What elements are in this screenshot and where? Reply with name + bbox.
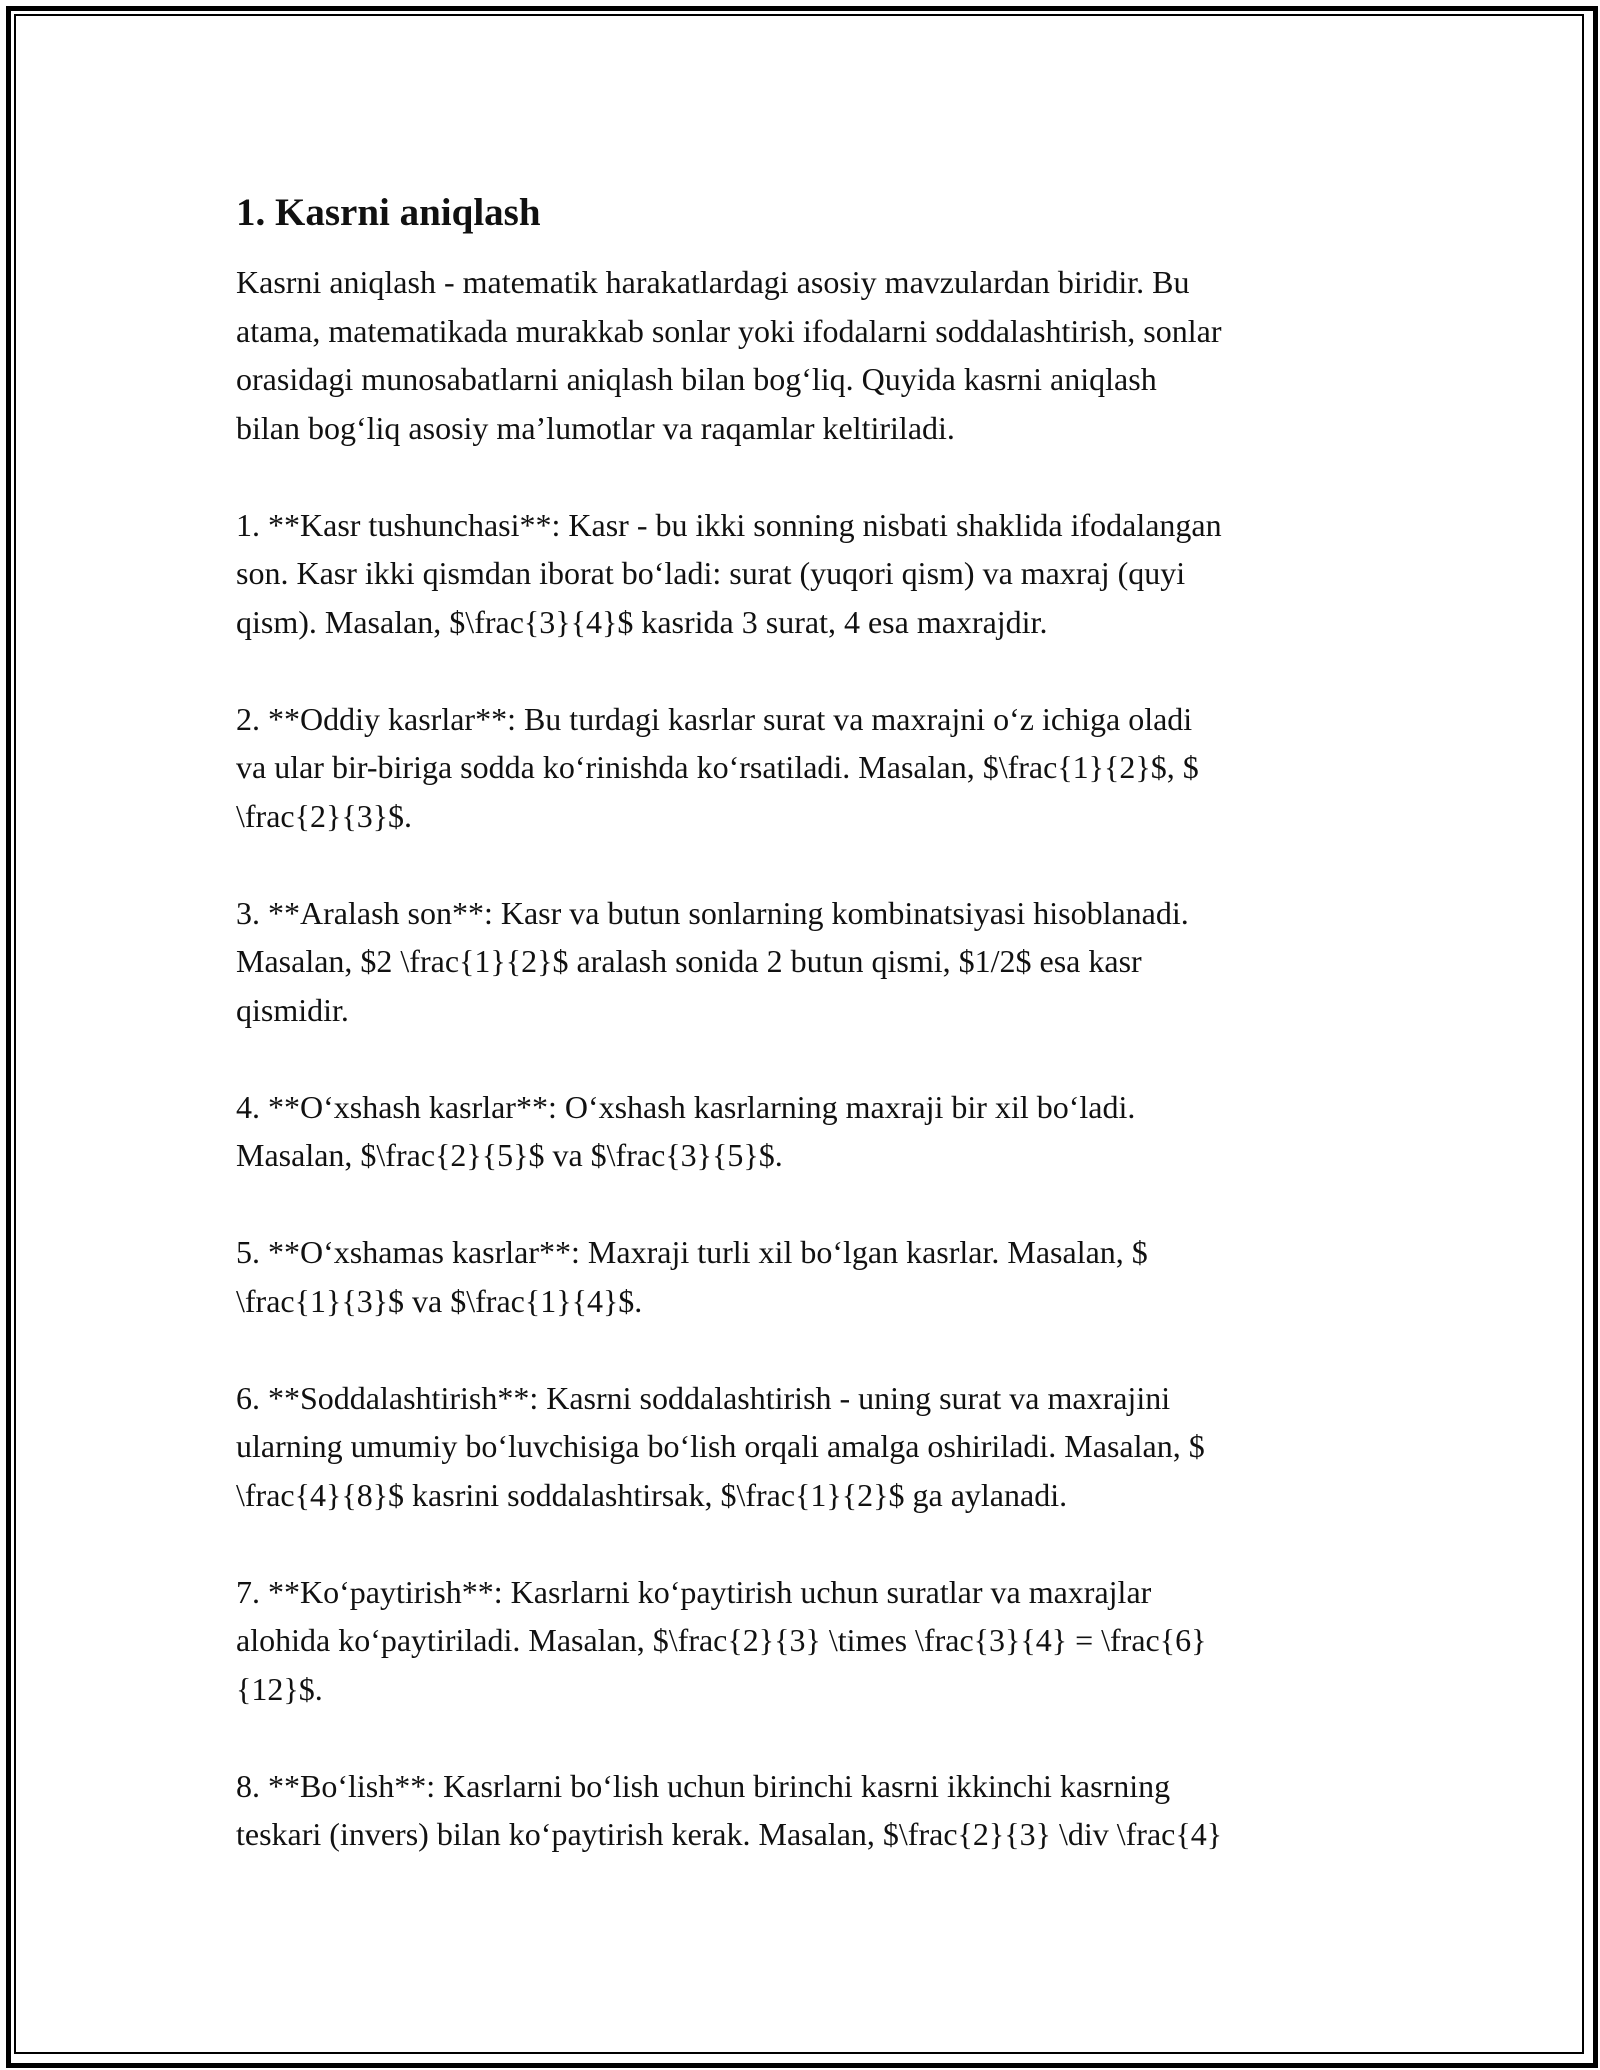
section-heading: 1. Kasrni aniqlash — [236, 191, 541, 234]
list-item-kopaytirish — [236, 1568, 1376, 1714]
text-line: alohida ko‘paytiriladi. Masalan, $\frac{2}{3} \times \frac{3}{4} = \frac{6} — [236, 1622, 1207, 1658]
text-line: teskari (invers) bilan ko‘paytirish kerak. Masalan, $\frac{2}{3} \div \frac{4} — [236, 1816, 1223, 1852]
text-line: 5. **O‘xshamas kasrlar**: Maxraji turli xil bo‘lgan kasrlar. Masalan, $ — [236, 1234, 1148, 1270]
text-line: qismidir. — [236, 991, 349, 1028]
text-line: 7. **Ko‘paytirish**: Kasrlarni ko‘paytirish uchun suratlar va maxrajlar — [236, 1573, 1152, 1610]
list-item-kasr-tushunchasi — [236, 501, 1376, 647]
text-line: bilan bog‘liq asosiy ma’lumotlar va raqamlar keltiriladi. — [236, 409, 955, 446]
text-line: atama, matematikada murakkab sonlar yoki ifodalarni soddalashtirish, sonlar — [236, 312, 1222, 349]
text-line: Masalan, $2 \frac{1}{2}$ aralash sonida 2 butun qismi, $1/2$ esa kasr — [236, 943, 1142, 979]
list-item-bolish — [236, 1762, 1376, 1859]
text-line: Masalan, $\frac{2}{5}$ va $\frac{3}{5}$. — [236, 1137, 783, 1173]
text-line: \frac{1}{3}$ va $\frac{1}{4}$. — [236, 1282, 643, 1319]
list-item-oxshash-kasrlar — [236, 1083, 1376, 1180]
text-line: 6. **Soddalashtirish**: Kasrni soddalashtirish - uning surat va maxrajini — [236, 1379, 1171, 1416]
text-line: ularning umumiy bo‘luvchisiga bo‘lish orqali amalga oshiriladi. Masalan, $ — [236, 1428, 1205, 1464]
text-line: 1. **Kasr tushunchasi**: Kasr - bu ikki sonning nisbati shaklida ifodalangan — [236, 506, 1222, 543]
document-body — [236, 188, 1376, 1907]
text-line: son. Kasr ikki qismdan iborat bo‘ladi: surat (yuqori qism) va maxraj (quyi — [236, 555, 1186, 591]
text-line: {12}$. — [236, 1670, 323, 1707]
list-item-oddiy-kasrlar — [236, 695, 1376, 841]
text-line: 3. **Aralash son**: Kasr va butun sonlarning kombinatsiyasi hisoblanadi. — [236, 894, 1189, 931]
text-line: 4. **O‘xshash kasrlar**: O‘xshash kasrlarning maxraji bir xil bo‘ladi. — [236, 1088, 1136, 1125]
text-line: Kasrni aniqlash - matematik harakatlardagi asosiy mavzulardan biridir. Bu — [236, 264, 1190, 300]
list-item-soddalashtirish — [236, 1374, 1376, 1520]
text-line: qism). Masalan, $\frac{3}{4}$ kasrida 3 surat, 4 esa maxrajdir. — [236, 603, 1048, 640]
text-line: orasidagi munosabatlarni aniqlash bilan bog‘liq. Quyida kasrni aniqlash — [236, 361, 1157, 397]
intro-paragraph — [236, 258, 1376, 452]
text-line: \frac{4}{8}$ kasrini soddalashtirsak, $\frac{1}{2}$ ga aylanadi. — [236, 1476, 1068, 1513]
text-line: \frac{2}{3}$. — [236, 797, 413, 834]
list-item-oxshamas-kasrlar — [236, 1228, 1376, 1325]
text-line: va ular bir-biriga sodda ko‘rinishda ko‘rsatiladi. Masalan, $\frac{1}{2}$, $ — [236, 749, 1199, 785]
text-line: 2. **Oddiy kasrlar**: Bu turdagi kasrlar surat va maxrajni o‘z ichiga oladi — [236, 700, 1193, 737]
text-line: 8. **Bo‘lish**: Kasrlarni bo‘lish uchun birinchi kasrni ikkinchi kasrning — [236, 1767, 1171, 1804]
list-item-aralash-son — [236, 889, 1376, 1035]
